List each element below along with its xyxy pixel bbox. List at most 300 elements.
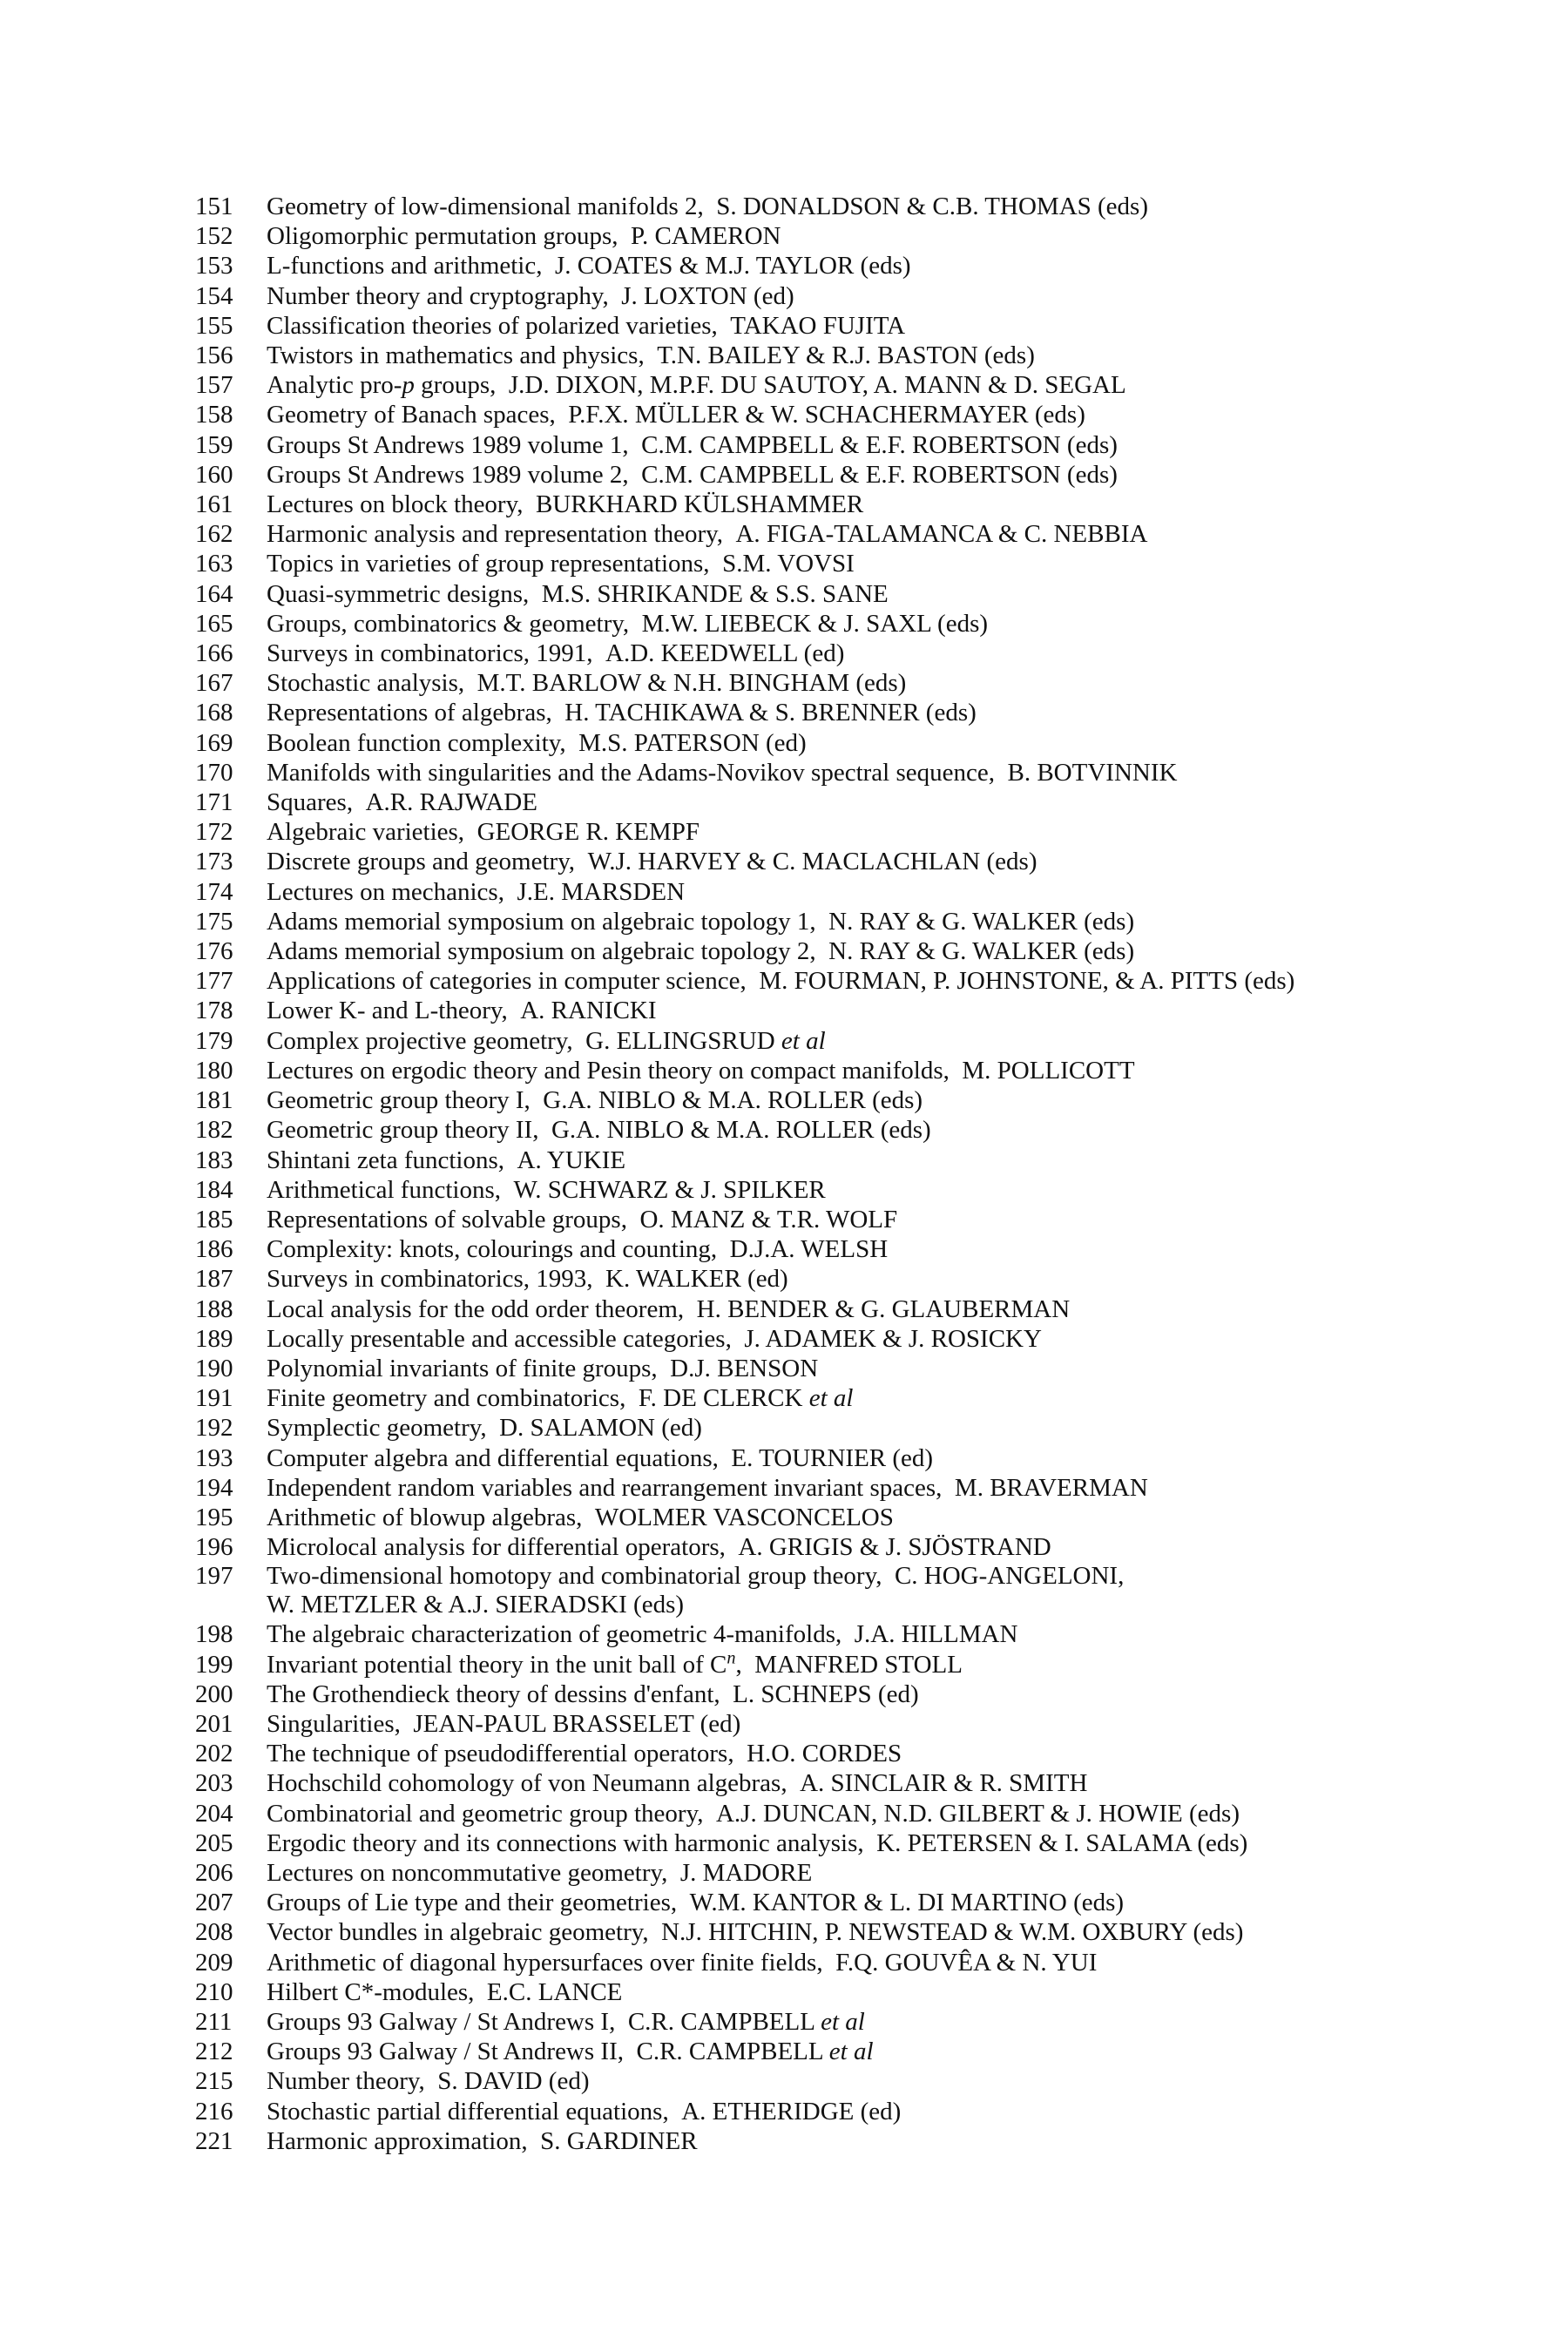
book-authors: C.M. CAMPBELL & E.F. ROBERTSON (eds) — [641, 430, 1118, 459]
book-authors: S. DONALDSON & C.B. THOMAS (eds) — [716, 193, 1148, 220]
volume-number: 165 — [195, 609, 233, 638]
entry-text — [267, 2066, 1467, 2096]
book-title: Geometry of Banach spaces, — [267, 401, 556, 429]
list-item — [195, 1354, 1467, 1383]
list-item — [195, 668, 1467, 698]
book-title: Hilbert C*-modules, — [267, 1977, 475, 2006]
list-item — [195, 1413, 1467, 1443]
entry-text — [267, 1739, 1467, 1768]
entry-text — [267, 996, 1467, 1025]
book-title: Groups St Andrews 1989 volume 2, — [267, 460, 629, 489]
book-authors: A. SINCLAIR & R. SMITH — [800, 1769, 1088, 1798]
list-item — [195, 1503, 1467, 1532]
book-authors: A.J. DUNCAN, N.D. GILBERT & J. HOWIE (eds) — [715, 1799, 1240, 1828]
entry-text — [267, 1056, 1467, 1085]
volume-number: 157 — [195, 371, 233, 400]
book-title: Shintani zeta functions, — [267, 1146, 505, 1174]
entry-text — [267, 936, 1467, 966]
list-item — [195, 1739, 1467, 1768]
entry-text — [267, 519, 1467, 549]
book-authors: M.W. LIEBECK & J. SAXL (eds) — [641, 609, 989, 638]
entry-text — [267, 2037, 1467, 2066]
list-item — [195, 2066, 1467, 2096]
entry-text — [267, 1324, 1467, 1354]
volume-number: 186 — [195, 1235, 233, 1264]
book-authors: P.F.X. MÜLLER & W. SCHACHERMAYER (eds) — [568, 401, 1085, 429]
list-item — [195, 1680, 1467, 1709]
book-authors: W.J. HARVEY & C. MACLACHLAN (eds) — [587, 848, 1037, 876]
volume-number: 162 — [195, 520, 233, 549]
book-authors: G. ELLINGSRUD — [585, 1026, 781, 1055]
list-item — [195, 1562, 1467, 1619]
book-title: Lectures on block theory, — [267, 490, 524, 519]
list-item — [195, 2097, 1467, 2126]
volume-number: 210 — [195, 1977, 233, 2006]
book-title: Lectures on ergodic theory and Pesin theory on compact manifolds, — [267, 1056, 950, 1085]
book-authors: P. CAMERON — [631, 222, 781, 251]
volume-number: 178 — [195, 997, 233, 1025]
volume-number: 151 — [195, 193, 233, 220]
book-title: Adams memorial symposium on algebraic topology 2, — [267, 937, 816, 966]
volume-number: 199 — [195, 1650, 233, 1679]
entry-text — [267, 1828, 1467, 1858]
book-authors: S. DAVID (ed) — [437, 2067, 590, 2096]
book-title: Groups of Lie type and their geometries, — [267, 1889, 678, 1917]
entry-text — [267, 758, 1467, 787]
entry-text — [267, 1146, 1467, 1175]
book-title: Lectures on noncommutative geometry, — [267, 1858, 668, 1887]
volume-number: 170 — [195, 758, 233, 787]
entry-text — [267, 1443, 1467, 1473]
book-title: Stochastic analysis, — [267, 669, 465, 698]
book-authors: G.A. NIBLO & M.A. ROLLER (eds) — [551, 1116, 931, 1145]
book-title: Manifolds with singularities and the Adams-Novikov spectral sequence, — [267, 758, 995, 787]
volume-number: 195 — [195, 1503, 233, 1531]
list-item — [195, 2007, 1467, 2037]
entry-text — [267, 1264, 1467, 1294]
book-title: Locally presentable and accessible categories, — [267, 1324, 732, 1353]
book-authors: M.S. SHRIKANDE & S.S. SANE — [541, 579, 889, 608]
list-item — [195, 1532, 1467, 1562]
volume-number: 175 — [195, 907, 233, 936]
list-item — [195, 639, 1467, 668]
list-item — [195, 1205, 1467, 1234]
list-item — [195, 1026, 1467, 1056]
book-authors: E.C. LANCE — [486, 1977, 623, 2006]
book-title: Adams memorial symposium on algebraic topology 1, — [267, 907, 816, 936]
book-series-list — [195, 192, 1467, 2156]
entry-text — [267, 490, 1467, 519]
entry-text — [267, 1205, 1467, 1234]
book-title: Hochschild cohomology of von Neumann algebras, — [267, 1769, 787, 1798]
book-authors: J.A. HILLMAN — [854, 1620, 1018, 1649]
volume-number: 202 — [195, 1740, 233, 1768]
book-title: groups, — [414, 371, 497, 400]
book-authors: M. FOURMAN, P. JOHNSTONE, & A. PITTS (eds) — [759, 967, 1295, 996]
entry-text — [267, 787, 1467, 817]
list-item — [195, 549, 1467, 578]
entry-text — [267, 966, 1467, 996]
entry-text — [267, 251, 1467, 280]
list-item — [195, 519, 1467, 549]
volume-number: 182 — [195, 1116, 233, 1145]
book-authors-italic: et al — [808, 1384, 854, 1413]
volume-number: 153 — [195, 252, 233, 280]
book-authors: A. GRIGIS & J. SJÖSTRAND — [738, 1533, 1051, 1562]
list-item — [195, 311, 1467, 341]
volume-number: 156 — [195, 341, 233, 370]
entry-text — [267, 1917, 1467, 1947]
book-authors: C.R. CAMPBELL — [636, 2038, 829, 2066]
volume-number: 173 — [195, 848, 233, 876]
list-item — [195, 1175, 1467, 1205]
volume-number: 179 — [195, 1026, 233, 1055]
book-title: Surveys in combinatorics, 1993, — [267, 1265, 593, 1294]
book-authors: J. COATES & M.J. TAYLOR (eds) — [554, 252, 911, 280]
volume-number: 152 — [195, 222, 233, 251]
list-item — [195, 847, 1467, 876]
book-authors: TAKAO FUJITA — [730, 311, 906, 340]
volume-number: 174 — [195, 877, 233, 906]
book-authors: J.E. MARSDEN — [517, 877, 686, 906]
list-item — [195, 460, 1467, 490]
list-item — [195, 1264, 1467, 1294]
book-authors: J. MADORE — [679, 1858, 813, 1887]
entry-text — [267, 1619, 1467, 1649]
book-authors: M.S. PATERSON (ed) — [578, 728, 807, 757]
entry-text — [267, 2007, 1467, 2037]
book-title: Complexity: knots, colourings and counting, — [267, 1235, 718, 1264]
list-item — [195, 1146, 1467, 1175]
volume-number: 205 — [195, 1828, 233, 1857]
list-item — [195, 1443, 1467, 1473]
volume-number: 208 — [195, 1918, 233, 1947]
list-item — [195, 1768, 1467, 1798]
volume-number: 181 — [195, 1086, 233, 1115]
volume-number: 212 — [195, 2038, 233, 2066]
book-title: Arithmetical functions, — [267, 1175, 501, 1204]
book-authors: A. RANICKI — [520, 997, 657, 1025]
entry-text — [267, 192, 1467, 221]
list-item — [195, 907, 1467, 936]
list-item — [195, 787, 1467, 817]
entry-text — [267, 1799, 1467, 1828]
book-title: Computer algebra and differential equations, — [267, 1443, 719, 1472]
book-authors-continued: W. METZLER & A.J. SIERADSKI (eds) — [267, 1591, 685, 1619]
volume-number: 190 — [195, 1354, 233, 1382]
entry-text — [267, 1888, 1467, 1917]
volume-number: 183 — [195, 1146, 233, 1174]
volume-number: 198 — [195, 1620, 233, 1649]
volume-number: 164 — [195, 579, 233, 608]
volume-number: 176 — [195, 937, 233, 966]
list-item — [195, 251, 1467, 280]
book-authors: F. DE CLERCK — [638, 1384, 809, 1413]
entry-text — [267, 549, 1467, 578]
entry-text — [267, 579, 1467, 609]
book-authors: O. MANZ & T.R. WOLF — [639, 1205, 898, 1233]
book-authors: W. SCHWARZ & J. SPILKER — [513, 1175, 826, 1204]
book-authors: L. SCHNEPS (ed) — [733, 1680, 919, 1708]
book-title: Independent random variables and rearrangement invariant spaces, — [267, 1473, 943, 1502]
list-item — [195, 966, 1467, 996]
entry-text — [267, 1383, 1467, 1413]
list-item — [195, 1709, 1467, 1739]
volume-number: 161 — [195, 490, 233, 519]
book-title: Local analysis for the odd order theorem, — [267, 1294, 685, 1323]
volume-number: 187 — [195, 1265, 233, 1294]
list-item — [195, 1294, 1467, 1324]
list-item — [195, 817, 1467, 847]
list-item — [195, 1888, 1467, 1917]
entry-text — [267, 609, 1467, 639]
volume-number: 194 — [195, 1473, 233, 1502]
book-authors: A. ETHERIDGE (ed) — [681, 2097, 902, 2126]
volume-number: 158 — [195, 401, 233, 429]
book-authors: BURKHARD KÜLSHAMMER — [535, 490, 864, 519]
volume-number: 168 — [195, 699, 233, 727]
book-title: Symplectic geometry, — [267, 1414, 487, 1443]
book-title: Groups 93 Galway / St Andrews I, — [267, 2007, 616, 2036]
book-title: Lectures on mechanics, — [267, 877, 504, 906]
book-authors: C.M. CAMPBELL & E.F. ROBERTSON (eds) — [641, 460, 1118, 489]
book-title: Groups St Andrews 1989 volume 1, — [267, 430, 629, 459]
volume-number: 160 — [195, 460, 233, 489]
book-authors: J. ADAMEK & J. ROSICKY — [744, 1324, 1042, 1353]
volume-number: 201 — [195, 1709, 233, 1738]
book-title: Surveys in combinatorics, 1991, — [267, 639, 593, 668]
book-authors: MANFRED STOLL — [754, 1650, 963, 1679]
book-title: Arithmetic of diagonal hypersurfaces over finite fields, — [267, 1948, 823, 1977]
book-title: Discrete groups and geometry, — [267, 848, 576, 876]
book-authors: N. RAY & G. WALKER (eds) — [828, 937, 1135, 966]
list-item — [195, 1917, 1467, 1947]
book-title: Harmonic analysis and representation theory, — [267, 520, 723, 549]
book-authors: JEAN-PAUL BRASSELET (ed) — [413, 1709, 741, 1738]
book-title: Geometric group theory I, — [267, 1086, 531, 1115]
list-item — [195, 1383, 1467, 1413]
entry-text — [267, 1562, 1467, 1619]
book-title: Finite geometry and combinatorics, — [267, 1384, 626, 1413]
list-item — [195, 609, 1467, 639]
volume-number: 221 — [195, 2126, 233, 2155]
list-item — [195, 1473, 1467, 1503]
entry-text — [267, 1709, 1467, 1739]
book-title: The Grothendieck theory of dessins d'enfant, — [267, 1680, 720, 1708]
book-title: The technique of pseudodifferential operators, — [267, 1740, 734, 1768]
book-title: , — [735, 1650, 742, 1679]
entry-text — [267, 221, 1467, 251]
list-item — [195, 728, 1467, 758]
book-authors: F.Q. GOUVÊA & N. YUI — [835, 1948, 1098, 1977]
entry-text — [267, 877, 1467, 907]
book-title: Polynomial invariants of finite groups, — [267, 1354, 658, 1382]
book-title: Groups 93 Galway / St Andrews II, — [267, 2038, 624, 2066]
list-item — [195, 221, 1467, 251]
entry-text — [267, 668, 1467, 698]
book-authors: WOLMER VASCONCELOS — [594, 1503, 894, 1531]
book-authors: S. GARDINER — [540, 2126, 698, 2155]
book-authors: T.N. BAILEY & R.J. BASTON (eds) — [657, 341, 1035, 370]
book-title: Classification theories of polarized varieties, — [267, 311, 718, 340]
book-title: Boolean function complexity, — [267, 728, 566, 757]
book-authors: J.D. DIXON, M.P.F. DU SAUTOY, A. MANN & D. SEGAL — [508, 371, 1126, 400]
book-authors: H. TACHIKAWA & S. BRENNER (eds) — [564, 699, 977, 727]
book-authors: H. BENDER & G. GLAUBERMAN — [696, 1294, 1071, 1323]
list-item — [195, 1324, 1467, 1354]
book-title: Microlocal analysis for differential operators, — [267, 1533, 726, 1562]
book-authors: A.R. RAJWADE — [365, 788, 537, 817]
book-authors: A.D. KEEDWELL (ed) — [605, 639, 845, 668]
list-item — [195, 341, 1467, 370]
book-authors: GEORGE R. KEMPF — [476, 818, 700, 847]
book-title: Oligomorphic permutation groups, — [267, 222, 618, 251]
book-authors: K. PETERSEN & I. SALAMA (eds) — [876, 1828, 1248, 1857]
entry-text — [267, 311, 1467, 341]
list-item — [195, 1858, 1467, 1888]
entry-text — [267, 698, 1467, 727]
entry-text — [267, 1473, 1467, 1503]
entry-text — [267, 847, 1467, 876]
book-authors: D.J. BENSON — [670, 1354, 819, 1382]
volume-number: 191 — [195, 1384, 233, 1413]
volume-number: 154 — [195, 281, 233, 310]
book-title: Squares, — [267, 788, 354, 817]
list-item — [195, 1799, 1467, 1828]
book-title: Number theory and cryptography, — [267, 281, 609, 310]
list-item — [195, 1948, 1467, 1977]
volume-number: 204 — [195, 1799, 233, 1828]
book-title: Number theory, — [267, 2067, 425, 2096]
volume-number: 172 — [195, 818, 233, 847]
volume-number: 206 — [195, 1858, 233, 1887]
volume-number: 197 — [195, 1562, 233, 1591]
list-item — [195, 877, 1467, 907]
entry-text — [267, 1768, 1467, 1798]
list-item — [195, 400, 1467, 429]
volume-number: 193 — [195, 1443, 233, 1472]
book-title: Invariant potential theory in the unit ball of C — [267, 1650, 727, 1679]
list-item — [195, 490, 1467, 519]
volume-number: 159 — [195, 430, 233, 459]
book-authors: J. LOXTON (ed) — [621, 281, 794, 310]
list-item — [195, 2126, 1467, 2156]
book-authors: H.O. CORDES — [747, 1740, 902, 1768]
entry-text — [267, 1234, 1467, 1264]
entry-text — [267, 430, 1467, 460]
book-title: Singularities, — [267, 1709, 401, 1738]
book-authors: W.M. KANTOR & L. DI MARTINO (eds) — [689, 1889, 1125, 1917]
book-authors: M.T. BARLOW & N.H. BINGHAM (eds) — [476, 669, 907, 698]
entry-text — [267, 400, 1467, 429]
list-item — [195, 996, 1467, 1025]
book-authors: S.M. VOVSI — [722, 550, 855, 578]
volume-number: 185 — [195, 1205, 233, 1233]
entry-text — [267, 341, 1467, 370]
list-item — [195, 1647, 1467, 1680]
book-authors: B. BOTVINNIK — [1007, 758, 1178, 787]
volume-number: 163 — [195, 550, 233, 578]
book-title: Representations of algebras, — [267, 699, 552, 727]
volume-number: 207 — [195, 1889, 233, 1917]
volume-number: 184 — [195, 1175, 233, 1204]
book-authors: D.J.A. WELSH — [729, 1235, 889, 1264]
list-item — [195, 1828, 1467, 1858]
list-item — [195, 1085, 1467, 1115]
book-title: Applications of categories in computer science, — [267, 967, 747, 996]
entry-text — [267, 1115, 1467, 1145]
entry-text — [267, 1532, 1467, 1562]
entry-text — [267, 1354, 1467, 1383]
book-title-superscript: n — [727, 1647, 736, 1667]
book-title: Stochastic partial differential equations, — [267, 2097, 669, 2126]
volume-number: 167 — [195, 669, 233, 698]
list-item — [195, 758, 1467, 787]
book-title: Representations of solvable groups, — [267, 1205, 627, 1233]
list-item — [195, 192, 1467, 221]
volume-number: 211 — [195, 2007, 233, 2036]
book-authors: N.J. HITCHIN, P. NEWSTEAD & W.M. OXBURY (eds) — [661, 1918, 1244, 1947]
book-title: Harmonic approximation, — [267, 2126, 528, 2155]
entry-text — [267, 1680, 1467, 1709]
book-authors: M. POLLICOTT — [962, 1056, 1135, 1085]
book-title: L-functions and arithmetic, — [267, 252, 543, 280]
volume-number: 189 — [195, 1324, 233, 1353]
book-title: Geometric group theory II, — [267, 1116, 539, 1145]
entry-text — [267, 728, 1467, 758]
book-title: The algebraic characterization of geometric 4-manifolds, — [267, 1620, 842, 1649]
volume-number: 169 — [195, 728, 233, 757]
volume-number: 188 — [195, 1294, 233, 1323]
book-title: Algebraic varieties, — [267, 818, 465, 847]
volume-number: 180 — [195, 1056, 233, 1085]
volume-number: 216 — [195, 2097, 233, 2126]
entry-text — [267, 281, 1467, 311]
book-authors-italic: et al — [828, 2038, 874, 2066]
entry-text — [267, 460, 1467, 490]
book-authors: A. FIGA-TALAMANCA & C. NEBBIA — [735, 520, 1148, 549]
entry-text — [267, 2097, 1467, 2126]
list-item — [195, 1619, 1467, 1649]
entry-text — [267, 1294, 1467, 1324]
entry-text — [267, 1948, 1467, 1977]
entry-text — [267, 907, 1467, 936]
entry-text — [267, 817, 1467, 847]
list-item — [195, 1056, 1467, 1085]
book-title: Geometry of low-dimensional manifolds 2, — [267, 193, 704, 220]
entry-text — [267, 1858, 1467, 1888]
list-item — [195, 1234, 1467, 1264]
list-item — [195, 370, 1467, 400]
entry-text — [267, 1175, 1467, 1205]
book-authors: M. BRAVERMAN — [954, 1473, 1148, 1502]
volume-number: 166 — [195, 639, 233, 668]
book-authors-italic: et al — [781, 1026, 826, 1055]
volume-number: 203 — [195, 1769, 233, 1798]
list-item — [195, 1115, 1467, 1145]
list-item — [195, 281, 1467, 311]
volume-number: 209 — [195, 1948, 233, 1977]
book-title: Analytic pro- — [267, 371, 402, 400]
book-title: Quasi-symmetric designs, — [267, 579, 530, 608]
book-authors: E. TOURNIER (ed) — [731, 1443, 934, 1472]
book-authors: C. HOG-ANGELONI, — [894, 1562, 1125, 1591]
book-authors: D. SALAMON (ed) — [499, 1414, 702, 1443]
list-item — [195, 2037, 1467, 2066]
book-title: Combinatorial and geometric group theory, — [267, 1799, 704, 1828]
list-item — [195, 430, 1467, 460]
book-authors: C.R. CAMPBELL — [627, 2007, 821, 2036]
